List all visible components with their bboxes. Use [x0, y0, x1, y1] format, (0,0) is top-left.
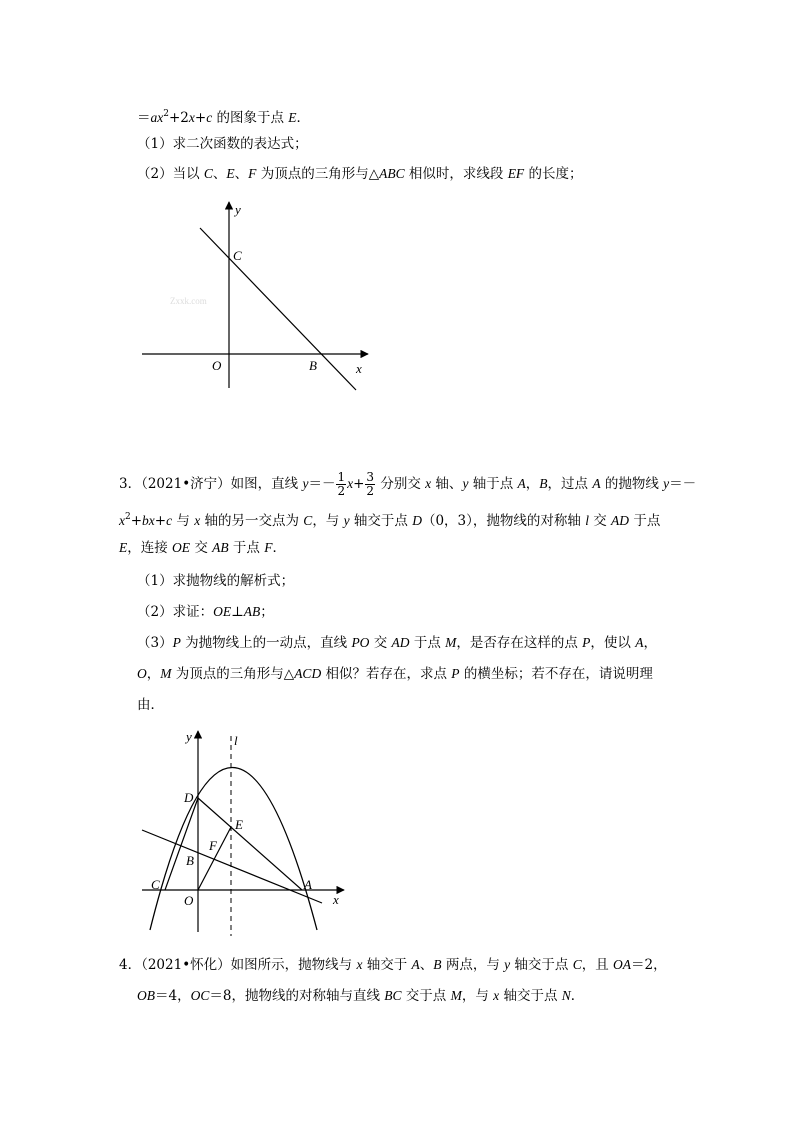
fig2-label-b: B: [186, 853, 194, 868]
fraction-three-halves: $\frac{3}{2}$: [366, 470, 375, 498]
fig2-label-e: E: [235, 817, 243, 832]
q3-subquestion-3-line-1: （3）P 为抛物线上的一动点，直线 PO 交 AD 于点 M，是否存在这样的点 P，使以 A，: [137, 635, 657, 651]
fig2-label-x: x: [333, 892, 339, 907]
fig2-label-d: D: [184, 790, 194, 805]
q2-tail-line: $=ax^2+2x+c$ 的图象于点 E．: [137, 109, 311, 126]
fig2-label-y: y: [186, 729, 192, 744]
q3-subquestion-3-line-3: 由．: [137, 697, 164, 713]
q3-line-1: 3．（2021•济宁）如图，直线 y＝－ $\frac{1}{2}$ x+ $\frac{3}{2}$ 分别交 x 轴、y 轴于点 A，B，过点 A 的抛物线 y＝－: [119, 470, 697, 498]
fig2-line-ab: [142, 830, 322, 903]
fig2-label-l: l: [234, 733, 238, 748]
q3-subquestion-3-line-2: O，M 为顶点的三角形与△ACD 相似？若存在，求点 P 的横坐标；若不存在，请说明理: [137, 666, 653, 682]
fig1-label-b: B: [309, 358, 317, 373]
q3-subquestion-2: （2）求证：OE⊥AB；: [137, 604, 274, 620]
fig2-segment-cd: [165, 798, 198, 890]
fig2-segment-oe: [198, 827, 231, 890]
q3-subquestion-1: （1）求抛物线的解析式；: [137, 573, 295, 589]
fig1-label-c: C: [233, 248, 242, 263]
fig2-label-f: F: [209, 838, 217, 853]
fig1-label-o: O: [212, 358, 222, 373]
q2-subquestion-1: （1）求二次函数的表达式；: [137, 136, 308, 152]
q3-line-3: E，连接 OE 交 AB 于点 F．: [119, 540, 286, 556]
q4-line-1: 4．（2021•怀化）如图所示，抛物线与 x 轴交于 A、B 两点，与 y 轴交于点 C，且 OA＝2，: [119, 957, 667, 973]
q4-line-2: OB＝4，OC＝8，抛物线的对称轴与直线 BC 交于点 M，与 x 轴交于点 N．: [137, 988, 585, 1004]
fraction-one-half: $\frac{1}{2}$: [337, 470, 346, 498]
fig2-label-c: C: [151, 877, 160, 892]
fig1-label-y: y: [235, 202, 241, 217]
fig1-label-x: x: [356, 361, 362, 376]
fig2-parabola: [150, 768, 317, 931]
fig1-watermark: Zxxk.com: [170, 296, 207, 306]
q2-subquestion-2: （2）当以 C、E、F 为顶点的三角形与△ABC 相似时，求线段 EF 的长度；: [137, 166, 583, 182]
q3-line-2: $x^2+bx+c$ 与 x 轴的另一交点为 C，与 y 轴交于点 D（0，3），抛物线的对称轴 l 交 AD 于点: [119, 512, 661, 529]
fig2-label-o: O: [184, 893, 194, 908]
fig2-label-a: A: [304, 877, 312, 892]
